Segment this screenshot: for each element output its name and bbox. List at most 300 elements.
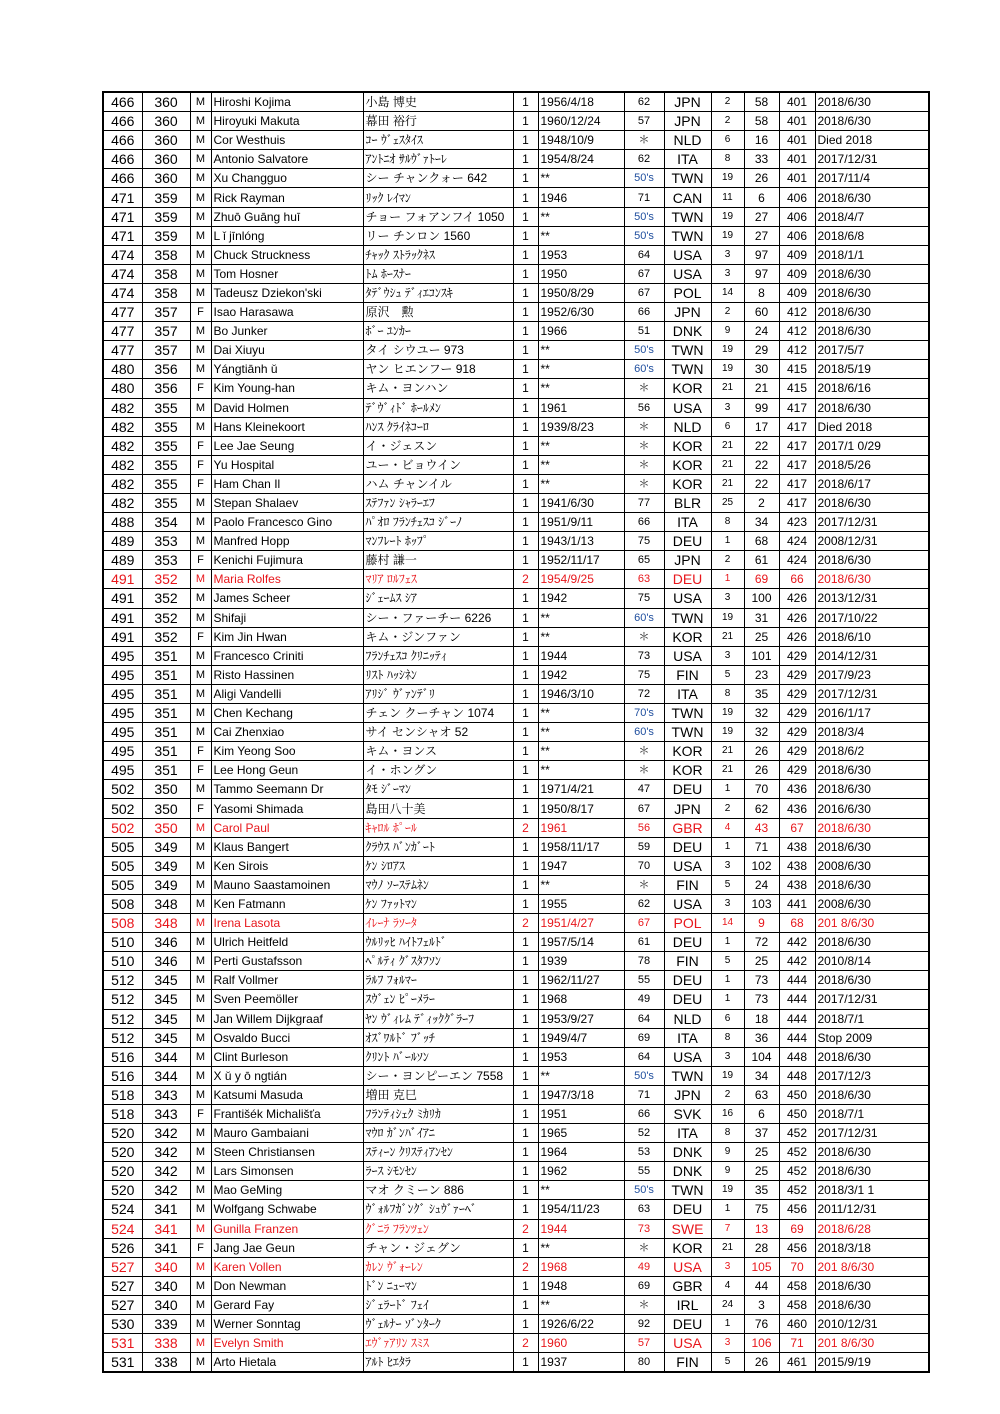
points-cell: 356: [142, 360, 190, 379]
birth-cell: 1953: [538, 1047, 624, 1066]
rank-cell: 466: [103, 169, 142, 188]
country-rank-cell: 24: [744, 322, 779, 341]
world-rank-cell: 456: [779, 1238, 815, 1257]
count-cell: 1: [513, 761, 538, 780]
birth-cell: **: [538, 1238, 624, 1257]
points-cell: 357: [142, 341, 190, 360]
birth-cell: **: [538, 379, 624, 398]
table-row: [103, 799, 929, 818]
count-cell: 1: [513, 131, 538, 150]
table-row: [103, 875, 929, 894]
date-cell: 2018/6/30: [815, 264, 929, 283]
country-rank-cell: 69: [744, 570, 779, 589]
country-code-cell: 9: [711, 1162, 744, 1181]
name-cell: Aligi Vandelli: [211, 684, 363, 703]
country-cell: FIN: [664, 1353, 711, 1373]
world-rank-cell: 423: [779, 513, 815, 532]
table-row: [103, 952, 929, 971]
country-cell: TWN: [664, 723, 711, 742]
points-cell: 341: [142, 1219, 190, 1238]
count-cell: 1: [513, 1181, 538, 1200]
points-cell: 355: [142, 398, 190, 417]
points-cell: 354: [142, 513, 190, 532]
sex-cell: F: [190, 1238, 211, 1257]
points-cell: 351: [142, 665, 190, 684]
name-cell: Gerard Fay: [211, 1295, 363, 1314]
country-rank-cell: 72: [744, 933, 779, 952]
age-cell: 62: [624, 150, 664, 169]
country-cell: JPN: [664, 303, 711, 322]
rank-cell: 474: [103, 264, 142, 283]
date-cell: 2018/6/30: [815, 283, 929, 302]
age-cell: ＊: [624, 379, 664, 398]
age-cell: 57: [624, 1334, 664, 1353]
country-cell: DEU: [664, 933, 711, 952]
rank-cell: 495: [103, 646, 142, 665]
rank-cell: 520: [103, 1181, 142, 1200]
country-rank-cell: 71: [744, 837, 779, 856]
world-rank-cell: 401: [779, 169, 815, 188]
kana-name-cell: ﾀﾃﾞｳｼｭ ﾃﾞｨｴｺﾝｽｷ: [363, 283, 513, 302]
count-cell: 1: [513, 875, 538, 894]
world-rank-cell: 448: [779, 1066, 815, 1085]
country-cell: TWN: [664, 360, 711, 379]
country-rank-cell: 23: [744, 665, 779, 684]
country-cell: DEU: [664, 1200, 711, 1219]
rank-cell: 512: [103, 1028, 142, 1047]
country-cell: NLD: [664, 417, 711, 436]
points-cell: 350: [142, 780, 190, 799]
count-cell: 1: [513, 551, 538, 570]
rank-cell: 482: [103, 493, 142, 512]
name-cell: Tadeusz Dziekon'ski: [211, 283, 363, 302]
sex-cell: M: [190, 933, 211, 952]
age-cell: 67: [624, 799, 664, 818]
rank-cell: 516: [103, 1047, 142, 1066]
rank-cell: 510: [103, 933, 142, 952]
country-rank-cell: 28: [744, 1238, 779, 1257]
count-cell: 1: [513, 92, 538, 112]
kana-name-cell: イ・ホングン: [363, 761, 513, 780]
kana-name-cell: ｴｳﾞｧｱﾘﾝ ｽﾐｽ: [363, 1334, 513, 1353]
country-rank-cell: 25: [744, 1143, 779, 1162]
count-cell: 1: [513, 627, 538, 646]
date-cell: 2018/6/30: [815, 303, 929, 322]
rank-cell: 520: [103, 1124, 142, 1143]
rank-cell: 510: [103, 952, 142, 971]
country-rank-cell: 35: [744, 1181, 779, 1200]
table-row: [103, 761, 929, 780]
birth-cell: 1954/9/25: [538, 570, 624, 589]
country-rank-cell: 26: [744, 1353, 779, 1373]
kana-name-cell: ｱﾝﾄﾆｵ ｻﾙｳﾞｧﾄｰﾚ: [363, 150, 513, 169]
world-rank-cell: 450: [779, 1085, 815, 1104]
country-cell: DEU: [664, 570, 711, 589]
country-code-cell: 24: [711, 1295, 744, 1314]
country-rank-cell: 26: [744, 742, 779, 761]
points-cell: 355: [142, 417, 190, 436]
count-cell: 1: [513, 207, 538, 226]
count-cell: 1: [513, 322, 538, 341]
country-rank-cell: 105: [744, 1257, 779, 1276]
kana-name-cell: ｶﾚﾝ ｳﾞｫｰﾚﾝ: [363, 1257, 513, 1276]
rank-cell: 477: [103, 303, 142, 322]
name-cell: L ǐ jīnlóng: [211, 226, 363, 245]
table-row: [103, 341, 929, 360]
points-cell: 340: [142, 1257, 190, 1276]
name-cell: Lee Hong Geun: [211, 761, 363, 780]
country-code-cell: 14: [711, 914, 744, 933]
sex-cell: M: [190, 1276, 211, 1295]
sex-cell: M: [190, 1219, 211, 1238]
kana-name-cell: ﾎﾞｰ ﾕﾝｶｰ: [363, 322, 513, 341]
country-cell: TWN: [664, 1181, 711, 1200]
country-code-cell: 5: [711, 1353, 744, 1373]
count-cell: 1: [513, 990, 538, 1009]
date-cell: 2015/9/19: [815, 1353, 929, 1373]
sex-cell: M: [190, 1200, 211, 1219]
points-cell: 346: [142, 952, 190, 971]
sex-cell: M: [190, 322, 211, 341]
country-rank-cell: 104: [744, 1047, 779, 1066]
date-cell: 2018/6/30: [815, 188, 929, 207]
ranking-table: [102, 91, 930, 1373]
country-rank-cell: 24: [744, 875, 779, 894]
birth-cell: 1942: [538, 589, 624, 608]
birth-cell: 1944: [538, 646, 624, 665]
sex-cell: M: [190, 1124, 211, 1143]
age-cell: 56: [624, 818, 664, 837]
count-cell: 1: [513, 417, 538, 436]
country-cell: POL: [664, 914, 711, 933]
country-code-cell: 8: [711, 684, 744, 703]
sex-cell: M: [190, 360, 211, 379]
country-cell: DNK: [664, 322, 711, 341]
rank-cell: 466: [103, 92, 142, 112]
age-cell: 72: [624, 684, 664, 703]
table-row: [103, 1104, 929, 1123]
sex-cell: M: [190, 493, 211, 512]
date-cell: 2018/6/30: [815, 818, 929, 837]
points-cell: 352: [142, 589, 190, 608]
country-rank-cell: 60: [744, 303, 779, 322]
date-cell: 2017/12/31: [815, 1124, 929, 1143]
kana-name-cell: 小島 博史: [363, 92, 513, 112]
age-cell: 66: [624, 513, 664, 532]
rank-cell: 502: [103, 799, 142, 818]
country-rank-cell: 25: [744, 952, 779, 971]
sex-cell: M: [190, 1009, 211, 1028]
points-cell: 351: [142, 704, 190, 723]
country-code-cell: 3: [711, 1257, 744, 1276]
kana-name-cell: ﾍﾟﾙﾃｨ ｸﾞｽﾀﾌｿﾝ: [363, 952, 513, 971]
count-cell: 1: [513, 894, 538, 913]
kana-name-cell: チェン クーチャン 1074: [363, 704, 513, 723]
table-row: [103, 1009, 929, 1028]
date-cell: 2018/6/30: [815, 493, 929, 512]
count-cell: 1: [513, 646, 538, 665]
birth-cell: 1956/4/18: [538, 92, 624, 112]
sex-cell: F: [190, 799, 211, 818]
age-cell: ＊: [624, 131, 664, 150]
birth-cell: 1960: [538, 1334, 624, 1353]
sex-cell: M: [190, 875, 211, 894]
country-cell: USA: [664, 894, 711, 913]
table-row: [103, 1124, 929, 1143]
kana-name-cell: 増田 克巳: [363, 1085, 513, 1104]
date-cell: 2018/5/19: [815, 360, 929, 379]
kana-name-cell: ｸﾞﾆﾗ ﾌﾗﾝﾂｪﾝ: [363, 1219, 513, 1238]
birth-cell: 1939: [538, 952, 624, 971]
name-cell: Hans Kleinekoort: [211, 417, 363, 436]
rank-cell: 482: [103, 455, 142, 474]
table-row: [103, 742, 929, 761]
kana-name-cell: キム・ヨンス: [363, 742, 513, 761]
country-rank-cell: 26: [744, 761, 779, 780]
sex-cell: F: [190, 551, 211, 570]
birth-cell: 1964: [538, 1143, 624, 1162]
sex-cell: M: [190, 665, 211, 684]
country-rank-cell: 35: [744, 684, 779, 703]
rank-cell: 474: [103, 245, 142, 264]
country-code-cell: 19: [711, 207, 744, 226]
rank-cell: 526: [103, 1238, 142, 1257]
kana-name-cell: ﾏﾝﾌﾚｰﾄ ﾎｯﾌﾟ: [363, 532, 513, 551]
country-rank-cell: 25: [744, 627, 779, 646]
points-cell: 357: [142, 322, 190, 341]
rank-cell: 491: [103, 627, 142, 646]
sex-cell: M: [190, 150, 211, 169]
world-rank-cell: 401: [779, 131, 815, 150]
name-cell: Ken Sirois: [211, 856, 363, 875]
rank-cell: 518: [103, 1104, 142, 1123]
points-cell: 341: [142, 1238, 190, 1257]
rank-cell: 512: [103, 1009, 142, 1028]
date-cell: 2018/6/30: [815, 1295, 929, 1314]
date-cell: 2018/4/7: [815, 207, 929, 226]
country-cell: IRL: [664, 1295, 711, 1314]
country-cell: KOR: [664, 1238, 711, 1257]
birth-cell: 1968: [538, 1257, 624, 1276]
sex-cell: M: [190, 684, 211, 703]
sex-cell: F: [190, 627, 211, 646]
rank-cell: 477: [103, 322, 142, 341]
country-cell: JPN: [664, 799, 711, 818]
country-cell: DEU: [664, 990, 711, 1009]
name-cell: X ǔ y ō ngtián: [211, 1066, 363, 1085]
world-rank-cell: 66: [779, 570, 815, 589]
points-cell: 360: [142, 131, 190, 150]
table-row: [103, 436, 929, 455]
points-cell: 345: [142, 1028, 190, 1047]
country-rank-cell: 99: [744, 398, 779, 417]
country-rank-cell: 76: [744, 1315, 779, 1334]
points-cell: 352: [142, 627, 190, 646]
world-rank-cell: 438: [779, 875, 815, 894]
table-row: [103, 1315, 929, 1334]
sex-cell: F: [190, 379, 211, 398]
sex-cell: F: [190, 303, 211, 322]
table-row: [103, 474, 929, 493]
country-cell: JPN: [664, 92, 711, 112]
country-code-cell: 3: [711, 589, 744, 608]
world-rank-cell: 450: [779, 1104, 815, 1123]
kana-name-cell: チャン・ジェグン: [363, 1238, 513, 1257]
kana-name-cell: チョー フォアンフイ 1050: [363, 207, 513, 226]
age-cell: 67: [624, 264, 664, 283]
kana-name-cell: ﾄﾞﾝ ﾆｭｰﾏﾝ: [363, 1276, 513, 1295]
age-cell: ＊: [624, 627, 664, 646]
age-cell: 50's: [624, 341, 664, 360]
kana-name-cell: ｷｬﾛﾙ ﾎﾟｰﾙ: [363, 818, 513, 837]
table-row: [103, 360, 929, 379]
name-cell: Jang Jae Geun: [211, 1238, 363, 1257]
sex-cell: M: [190, 894, 211, 913]
world-rank-cell: 71: [779, 1334, 815, 1353]
name-cell: Yángtiānh ǔ: [211, 360, 363, 379]
name-cell: Stepan Shalaev: [211, 493, 363, 512]
sex-cell: M: [190, 990, 211, 1009]
country-rank-cell: 33: [744, 150, 779, 169]
age-cell: 75: [624, 532, 664, 551]
count-cell: 1: [513, 952, 538, 971]
points-cell: 360: [142, 92, 190, 112]
sex-cell: F: [190, 742, 211, 761]
age-cell: 73: [624, 1219, 664, 1238]
rank-cell: 520: [103, 1162, 142, 1181]
sex-cell: F: [190, 436, 211, 455]
country-rank-cell: 58: [744, 92, 779, 112]
name-cell: Tom Hosner: [211, 264, 363, 283]
world-rank-cell: 452: [779, 1162, 815, 1181]
country-code-cell: 1: [711, 933, 744, 952]
country-rank-cell: 29: [744, 341, 779, 360]
birth-cell: 1947/3/18: [538, 1085, 624, 1104]
name-cell: Klaus Bangert: [211, 837, 363, 856]
points-cell: 351: [142, 723, 190, 742]
points-cell: 355: [142, 436, 190, 455]
country-code-cell: 2: [711, 799, 744, 818]
world-rank-cell: 409: [779, 264, 815, 283]
world-rank-cell: 406: [779, 188, 815, 207]
birth-cell: 1971/4/21: [538, 780, 624, 799]
name-cell: Antonio Salvatore: [211, 150, 363, 169]
table-row: [103, 513, 929, 532]
table-row: [103, 589, 929, 608]
country-rank-cell: 61: [744, 551, 779, 570]
table-row: [103, 532, 929, 551]
points-cell: 350: [142, 799, 190, 818]
kana-name-cell: キム・ジンファン: [363, 627, 513, 646]
kana-name-cell: キム・ヨンハン: [363, 379, 513, 398]
birth-cell: **: [538, 474, 624, 493]
count-cell: 1: [513, 1124, 538, 1143]
points-cell: 344: [142, 1066, 190, 1085]
count-cell: 2: [513, 914, 538, 933]
kana-name-cell: ｲﾚｰﾅ ﾗｿｰﾀ: [363, 914, 513, 933]
name-cell: Sven Peemöller: [211, 990, 363, 1009]
date-cell: 201 8/6/30: [815, 1334, 929, 1353]
table-row: [103, 417, 929, 436]
table-row: [103, 226, 929, 245]
points-cell: 342: [142, 1181, 190, 1200]
world-rank-cell: 429: [779, 646, 815, 665]
date-cell: 2017/10/22: [815, 608, 929, 627]
country-code-cell: 3: [711, 245, 744, 264]
country-code-cell: 2: [711, 303, 744, 322]
rank-cell: 518: [103, 1085, 142, 1104]
rank-cell: 495: [103, 704, 142, 723]
birth-cell: 1949/4/7: [538, 1028, 624, 1047]
points-cell: 359: [142, 226, 190, 245]
count-cell: 1: [513, 436, 538, 455]
age-cell: ＊: [624, 761, 664, 780]
rank-cell: 520: [103, 1143, 142, 1162]
date-cell: 2018/3/18: [815, 1238, 929, 1257]
country-rank-cell: 25: [744, 1162, 779, 1181]
country-rank-cell: 6: [744, 188, 779, 207]
country-code-cell: 11: [711, 188, 744, 207]
birth-cell: 1950/8/29: [538, 283, 624, 302]
kana-name-cell: シー・ヨンピーエン 7558: [363, 1066, 513, 1085]
kana-name-cell: ｳﾞｪﾙﾅｰ ｿﾞﾝﾀｰｸ: [363, 1315, 513, 1334]
kana-name-cell: ｹﾝ ﾌｧｯﾄﾏﾝ: [363, 894, 513, 913]
rank-cell: 530: [103, 1315, 142, 1334]
sex-cell: F: [190, 474, 211, 493]
kana-name-cell: 幕田 裕行: [363, 112, 513, 131]
rank-cell: 505: [103, 837, 142, 856]
sex-cell: M: [190, 1162, 211, 1181]
count-cell: 1: [513, 188, 538, 207]
birth-cell: **: [538, 875, 624, 894]
points-cell: 360: [142, 112, 190, 131]
kana-name-cell: リー チンロン 1560: [363, 226, 513, 245]
country-rank-cell: 37: [744, 1124, 779, 1143]
table-row: [103, 1200, 929, 1219]
kana-name-cell: ｽｳﾞｪﾝ ﾋﾟｰﾒﾗｰ: [363, 990, 513, 1009]
age-cell: ＊: [624, 455, 664, 474]
name-cell: Tammo Seemann Dr: [211, 780, 363, 799]
date-cell: 2017/12/31: [815, 513, 929, 532]
country-code-cell: 3: [711, 646, 744, 665]
name-cell: Don Newman: [211, 1276, 363, 1295]
age-cell: 71: [624, 1085, 664, 1104]
birth-cell: 1947: [538, 856, 624, 875]
age-cell: 50's: [624, 207, 664, 226]
sex-cell: M: [190, 1257, 211, 1276]
age-cell: ＊: [624, 742, 664, 761]
world-rank-cell: 424: [779, 551, 815, 570]
country-code-cell: 1: [711, 780, 744, 799]
kana-name-cell: ｱﾘｼﾞ ｳﾞｧﾝﾃﾞﾘ: [363, 684, 513, 703]
count-cell: 1: [513, 799, 538, 818]
table-row: [103, 131, 929, 150]
date-cell: 2018/6/30: [815, 398, 929, 417]
date-cell: 2018/6/30: [815, 933, 929, 952]
count-cell: 1: [513, 1047, 538, 1066]
country-code-cell: 21: [711, 474, 744, 493]
kana-name-cell: ｼﾞｪｰﾑｽ ｼｱ: [363, 589, 513, 608]
date-cell: 2018/6/30: [815, 92, 929, 112]
kana-name-cell: ﾏｳﾛ ｶﾞﾝﾊﾞｲｱﾆ: [363, 1124, 513, 1143]
table-row: [103, 971, 929, 990]
sex-cell: M: [190, 723, 211, 742]
country-code-cell: 5: [711, 665, 744, 684]
count-cell: 1: [513, 780, 538, 799]
country-code-cell: 7: [711, 1219, 744, 1238]
country-rank-cell: 106: [744, 1334, 779, 1353]
points-cell: 338: [142, 1334, 190, 1353]
